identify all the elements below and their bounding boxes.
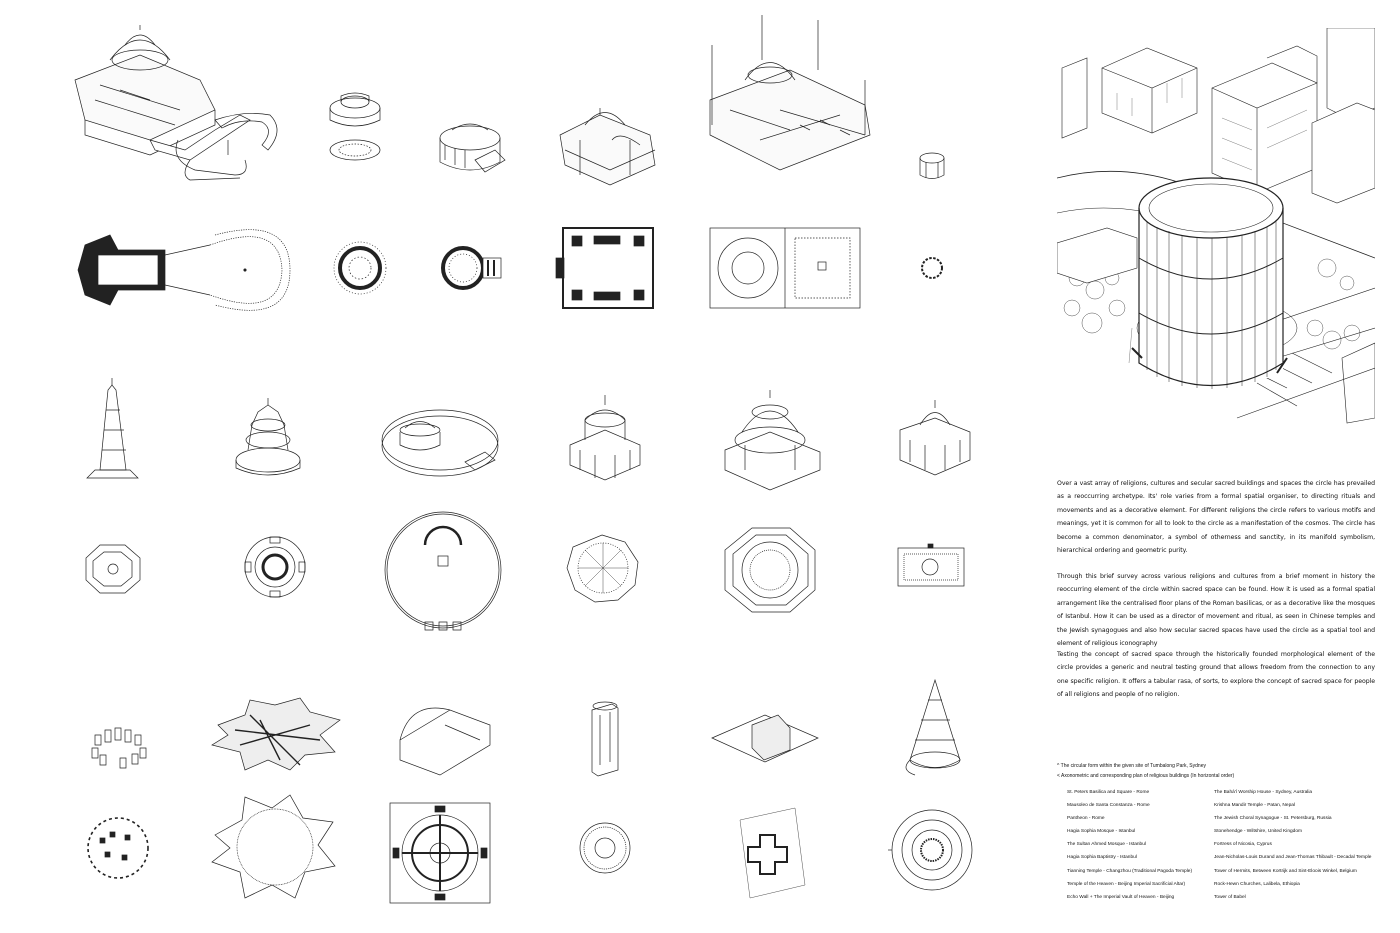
axo-pantheon	[440, 124, 505, 172]
axo-rock-hewn-churches	[712, 715, 818, 762]
plan-echo-wall	[385, 512, 501, 630]
axo-fortress-of-nicosia	[212, 698, 340, 770]
plan-st-peters-basilica	[78, 230, 290, 311]
plan-temple-of-heaven	[245, 537, 305, 597]
legend-left-column	[1067, 786, 1192, 904]
legend-item: Rock-Hewn Churches, Lalibela, Ethiopia	[1214, 881, 1300, 887]
axo-sultan-ahmed-mosque	[710, 15, 870, 170]
legend-item: Fortress of Nicosia, Cyprus	[1214, 842, 1272, 848]
legend-item: Tianning Temple - Changzhou (Traditional Pagoda Temple)	[1067, 868, 1193, 874]
plan-bahai-worship-house	[567, 535, 638, 602]
site-axonometric-tumbalong-park	[1057, 28, 1375, 428]
testing-paragraph: Testing the concept of sacred space through the historically founded morphological element of the circle provides a generic and neutral testing ground that allows freedom from the connection to any one specific religion. It offers a tabular rasa, of sorts, to explore the concept of sacred space for people of all religions and people of no religion.	[1057, 651, 1375, 699]
axo-hagia-sophia	[560, 108, 655, 185]
axo-santa-constanza	[330, 93, 380, 160]
legend-item: Jean-Nicholas-Louis Durand and Jean-Thomas Thibault - Decadal Temple	[1214, 855, 1372, 861]
plan-decadal-temple	[390, 803, 490, 903]
caption-site: ^ The circular form within the given site of Tumbalong Park, Sydney	[1057, 763, 1206, 769]
plan-tower-of-hermits	[580, 823, 630, 873]
legend-item: Hagia Sophia Mosque - Istanbul	[1067, 829, 1136, 835]
plan-rock-hewn-churches	[740, 808, 805, 898]
legend-item: Krishna Mandir Temple - Patan, Nepal	[1214, 803, 1295, 809]
axo-stonehenge	[92, 728, 146, 768]
plan-hagia-sophia-baptistry	[922, 258, 942, 278]
axo-hagia-sophia-baptistry	[920, 153, 944, 179]
axo-temple-of-heaven	[236, 398, 300, 475]
legend-item: St. Peters Basilica and Square - Rome	[1067, 790, 1150, 795]
legend-item: Echo Wall + The Imperial Vault of Heaven - Beijing	[1067, 894, 1175, 900]
plan-jewish-choral-synagogue	[898, 544, 964, 586]
axo-tower-of-babel	[906, 680, 960, 775]
plan-sultan-ahmed-mosque	[710, 228, 860, 308]
legend-item: Mausoleo de Santa Constanza - Rome	[1067, 803, 1150, 809]
plan-tianning-temple	[86, 545, 140, 593]
caption-grid: < Axonometric and corresponding plan of religious buildings (In horizontal order)	[1057, 773, 1235, 779]
axo-decadal-temple	[400, 708, 490, 775]
intro-paragraph: Over a vast array of religions, cultures and secular sacred buildings and spaces the circle has prevailed as a reoccurring archetype. Its' role varies from a formal spatial organiser, to directing rituals and movements and as a decorative element. For different religions the circle refers to various motifs and meanings, yet it is common for all to look to the circle as a manifestation of the cosmos. The circle has become a common denominator, a symbol of otherness and sanctity, in its manifold symbolism, hierarchical ordering and geometric purity.	[1057, 480, 1375, 555]
survey-paragraph: Through this brief survey across various religions and cultures from a brief moment in history the reoccurring element of the circle within sacred space can be found. How it is used as a formal spatial arrangement like the centralised floor plans of the Roman basilicas, or as a decorative like the mosques of Istanbul. How it can be used as a director of movement and ritual, as seen in Chinese temples and the Jewish synagogues and also how secular sacred spaces have used the circle as a spatial tool and element of religious iconography	[1057, 573, 1375, 648]
axo-jewish-choral-synagogue	[900, 400, 970, 475]
axo-tianning-temple	[87, 378, 138, 478]
axo-tower-of-hermits	[592, 702, 618, 776]
legend-item: Temple of the Heaven - Beijing Imperial Sacrificial Altar)	[1067, 881, 1186, 887]
legend-item: Tower of Babel	[1214, 894, 1246, 900]
plan-santa-constanza	[334, 242, 386, 294]
legend-item: The Sultan Ahmed Mosque - Istanbul	[1067, 842, 1146, 848]
legend-item: The Bahá'í Worship House - Sydney, Australia	[1214, 790, 1313, 795]
legend-item: Stonehendge - Wiltshire, United Kingdom	[1214, 829, 1302, 835]
plan-krishna-mandir	[725, 528, 815, 612]
legend-item: Pantheon - Rome	[1067, 816, 1105, 822]
legend-item: Tower of Hermits, Between Kortrijk and Sint-Eloois Winkel, Belgium	[1214, 868, 1357, 874]
plan-pantheon	[443, 248, 501, 288]
axo-bahai-worship-house	[570, 395, 640, 480]
axo-echo-wall	[382, 410, 498, 476]
axo-krishna-mandir	[725, 390, 820, 490]
plan-hagia-sophia	[556, 228, 653, 308]
plan-fortress-of-nicosia	[212, 795, 335, 898]
legend-item: The Jewish Choral Synagogue - St. Petersburg, Russia	[1214, 816, 1332, 822]
plan-tower-of-babel	[888, 810, 972, 890]
legend-right-column	[1214, 786, 1371, 904]
legend-item: Hagia Sophia Baptistry - Istanbul	[1067, 855, 1137, 861]
plan-stonehenge	[88, 818, 148, 878]
axo-st-peters-basilica	[75, 25, 277, 180]
